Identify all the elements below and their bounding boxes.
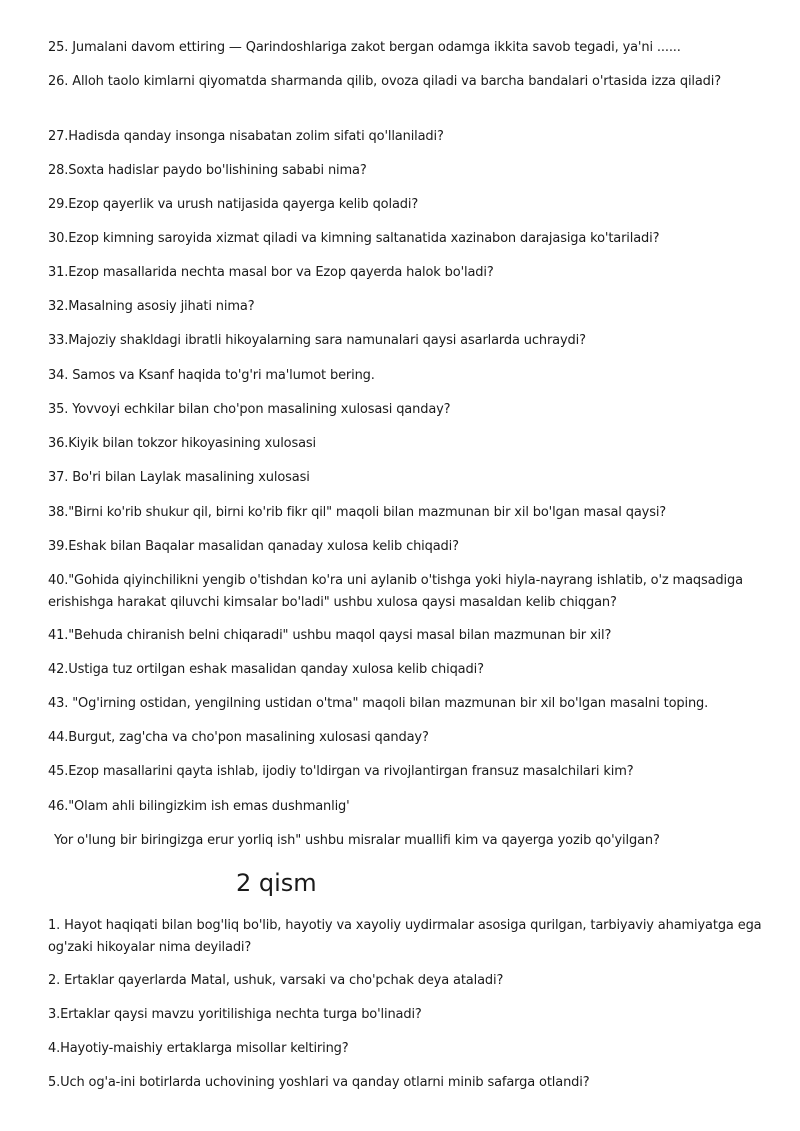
question-46: 46."Olam ahli bilingizkim ish emas dushmanlig' [48, 799, 350, 814]
question-39: 39.Eshak bilan Baqalar masalidan qanaday xulosa kelib chiqadi? [48, 539, 459, 554]
question-35: 35. Yovvoyi echkilar bilan cho'pon masalining xulosasi qanday? [48, 402, 451, 417]
part2-question-4: 4.Hayotiy-maishiy ertaklarga misollar keltiring? [48, 1041, 349, 1056]
part2-question-3: 3.Ertaklar qaysi mavzu yoritilishiga nechta turga bo'linadi? [48, 1007, 422, 1022]
question-34: 34. Samos va Ksanf haqida to'g'ri ma'lumot bering. [48, 368, 375, 383]
question-44: 44.Burgut, zag'cha va cho'pon masalining xulosasi qanday? [48, 730, 429, 745]
document-page [48, 0, 768, 1131]
question-43: 43. "Og'irning ostidan, yengilning ustidan o'tma" maqoli bilan mazmunan bir xil bo'lgan masalni toping. [48, 696, 709, 711]
question-26: 26. Alloh taolo kimlarni qiyomatda sharmanda qilib, ovoza qiladi va barcha bandalari o'rtasida izza qiladi? [48, 74, 721, 89]
question-30: 30.Ezop kimning saroyida xizmat qiladi va kimning saltanatida xazinabon darajasiga ko'tariladi? [48, 231, 660, 246]
question-36: 36.Kiyik bilan tokzor hikoyasining xulosasi [48, 436, 316, 451]
part2-question-1: 1. Hayot haqiqati bilan bog'liq bo'lib, hayotiy va xayoliy uydirmalar asosiga qurilgan, tarbiyaviy ahamiyatga ega og'zaki hikoyalar nima deyiladi? [48, 918, 762, 955]
question-40: 40."Gohida qiyinchilikni yengib o'tishdan ko'ra uni aylanib o'tishga yoki hiyla-nayrang ishlatib, o'z maqsadiga erishishga harakat qiluvchi kimsalar bo'ladi" ushbu xulosa qaysi masaldan kelib chiqgan? [48, 573, 743, 610]
part2-question-5: 5.Uch og'a-ini botirlarda uchovining yoshlari va qanday otlarni minib safarga otlandi? [48, 1075, 590, 1090]
section-title: 2 qism [236, 869, 317, 897]
question-42: 42.Ustiga tuz ortilgan eshak masalidan qanday xulosa kelib chiqadi? [48, 662, 484, 677]
question-25: 25. Jumalani davom ettiring — Qarindoshlariga zakot bergan odamga ikkita savob tegadi, ya'ni ...... [48, 40, 681, 55]
question-41: 41."Behuda chiranish belni chiqaradi" ushbu maqol qaysi masal bilan mazmunan bir xil? [48, 628, 612, 643]
question-37: 37. Bo'ri bilan Laylak masalining xulosasi [48, 470, 310, 485]
question-46-continuation: Yor o'lung bir biringizga erur yorliq ish" ushbu misralar muallifi kim va qayerga yozib qo'yilgan? [54, 833, 660, 848]
question-32: 32.Masalning asosiy jihati nima? [48, 299, 255, 314]
part2-question-2: 2. Ertaklar qayerlarda Matal, ushuk, varsaki va cho'pchak deya ataladi? [48, 973, 504, 988]
question-33: 33.Majoziy shakldagi ibratli hikoyalarning sara namunalari qaysi asarlarda uchraydi? [48, 333, 586, 348]
question-38: 38."Birni ko'rib shukur qil, birni ko'rib fikr qil" maqoli bilan mazmunan bir xil bo'lgan masal qaysi? [48, 505, 667, 520]
question-29: 29.Ezop qayerlik va urush natijasida qayerga kelib qoladi? [48, 197, 419, 212]
question-45: 45.Ezop masallarini qayta ishlab, ijodiy to'ldirgan va rivojlantirgan fransuz masalchilari kim? [48, 764, 634, 779]
question-31: 31.Ezop masallarida nechta masal bor va Ezop qayerda halok bo'ladi? [48, 265, 494, 280]
question-28: 28.Soxta hadislar paydo bo'lishining sababi nima? [48, 163, 367, 178]
question-27: 27.Hadisda qanday insonga nisabatan zolim sifati qo'llaniladi? [48, 129, 444, 144]
